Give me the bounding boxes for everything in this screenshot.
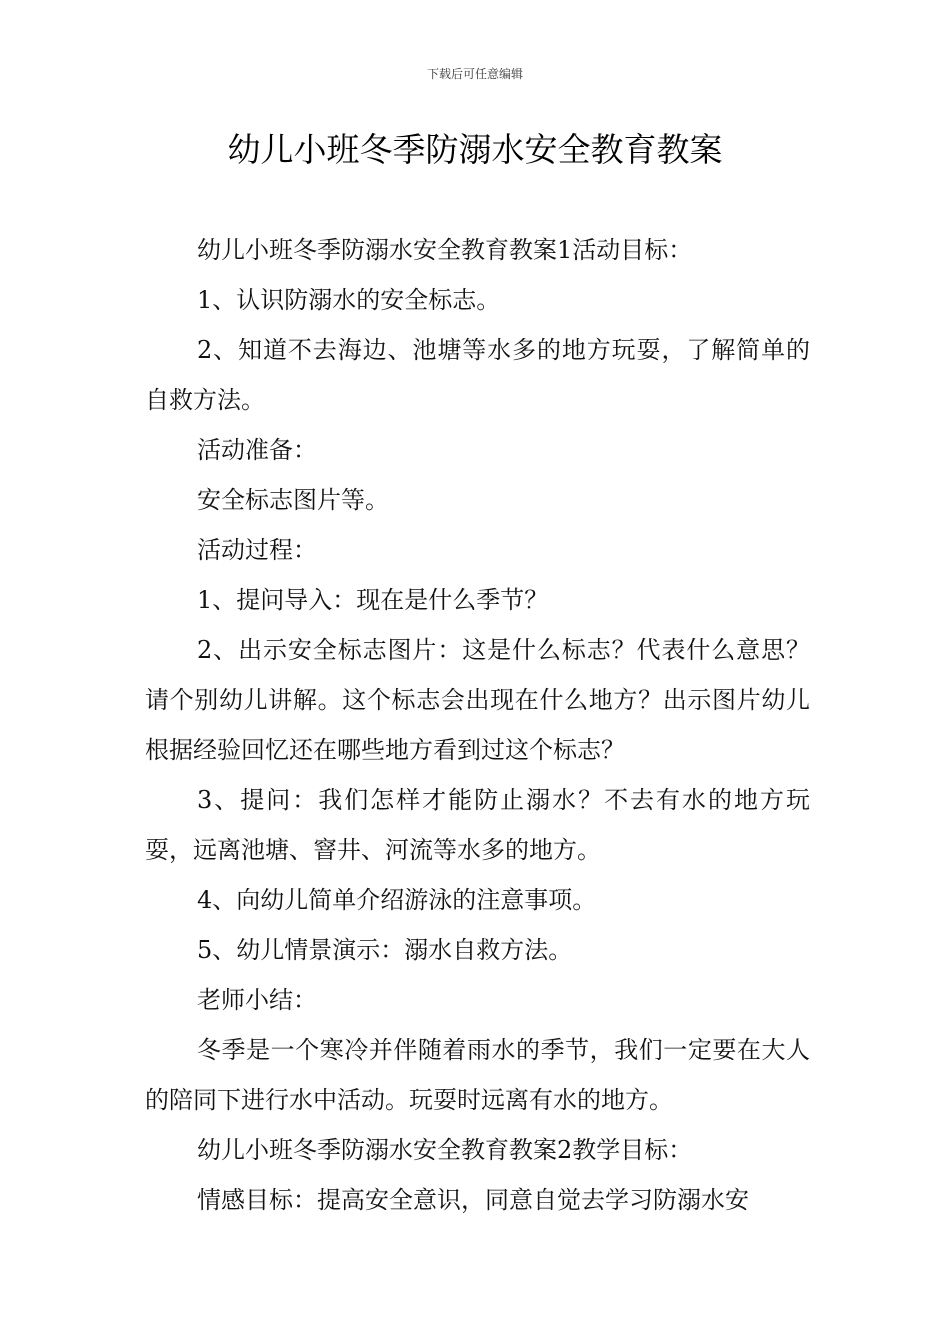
paragraph-5: 安全标志图片等。 bbox=[197, 486, 389, 514]
document-body bbox=[145, 225, 810, 1225]
paragraph-9: 3、提问：我们怎样才能防止溺水？不去有水的地方玩耍，远离池塘、窨井、河流等水多的地方。 bbox=[145, 786, 810, 864]
paragraph-12: 老师小结： bbox=[197, 986, 317, 1014]
paragraph-11: 5、幼儿情景演示：溺水自救方法。 bbox=[197, 936, 573, 964]
paragraph-13: 冬季是一个寒冷并伴随着雨水的季节，我们一定要在大人的陪同下进行水中活动。玩耍时远离有水的地方。 bbox=[145, 1036, 810, 1114]
document-title: 幼儿小班冬季防溺水安全教育教案 bbox=[227, 130, 723, 169]
paragraph-1: 幼儿小班冬季防溺水安全教育教案1活动目标： bbox=[197, 236, 693, 264]
paragraph-6: 活动过程： bbox=[197, 536, 317, 564]
paragraph-3: 2、知道不去海边、池塘等水多的地方玩耍，了解简单的自救方法。 bbox=[145, 336, 810, 414]
header-note: 下载后可任意编辑 bbox=[426, 67, 523, 81]
paragraph-7: 1、提问导入：现在是什么季节？ bbox=[197, 586, 549, 614]
paragraph-2: 1、认识防溺水的安全标志。 bbox=[197, 286, 501, 314]
paragraph-8: 2、出示安全标志图片：这是什么标志？代表什么意思？请个别幼儿讲解。这个标志会出现在什么地方？出示图片幼儿根据经验回忆还在哪些地方看到过这个标志？ bbox=[145, 636, 810, 764]
paragraph-14: 幼儿小班冬季防溺水安全教育教案2教学目标： bbox=[197, 1136, 693, 1164]
paragraph-10: 4、向幼儿简单介绍游泳的注意事项。 bbox=[197, 886, 597, 914]
paragraph-15: 情感目标：提高安全意识，同意自觉去学习防溺水安 bbox=[197, 1186, 749, 1214]
paragraph-4: 活动准备： bbox=[197, 436, 317, 464]
